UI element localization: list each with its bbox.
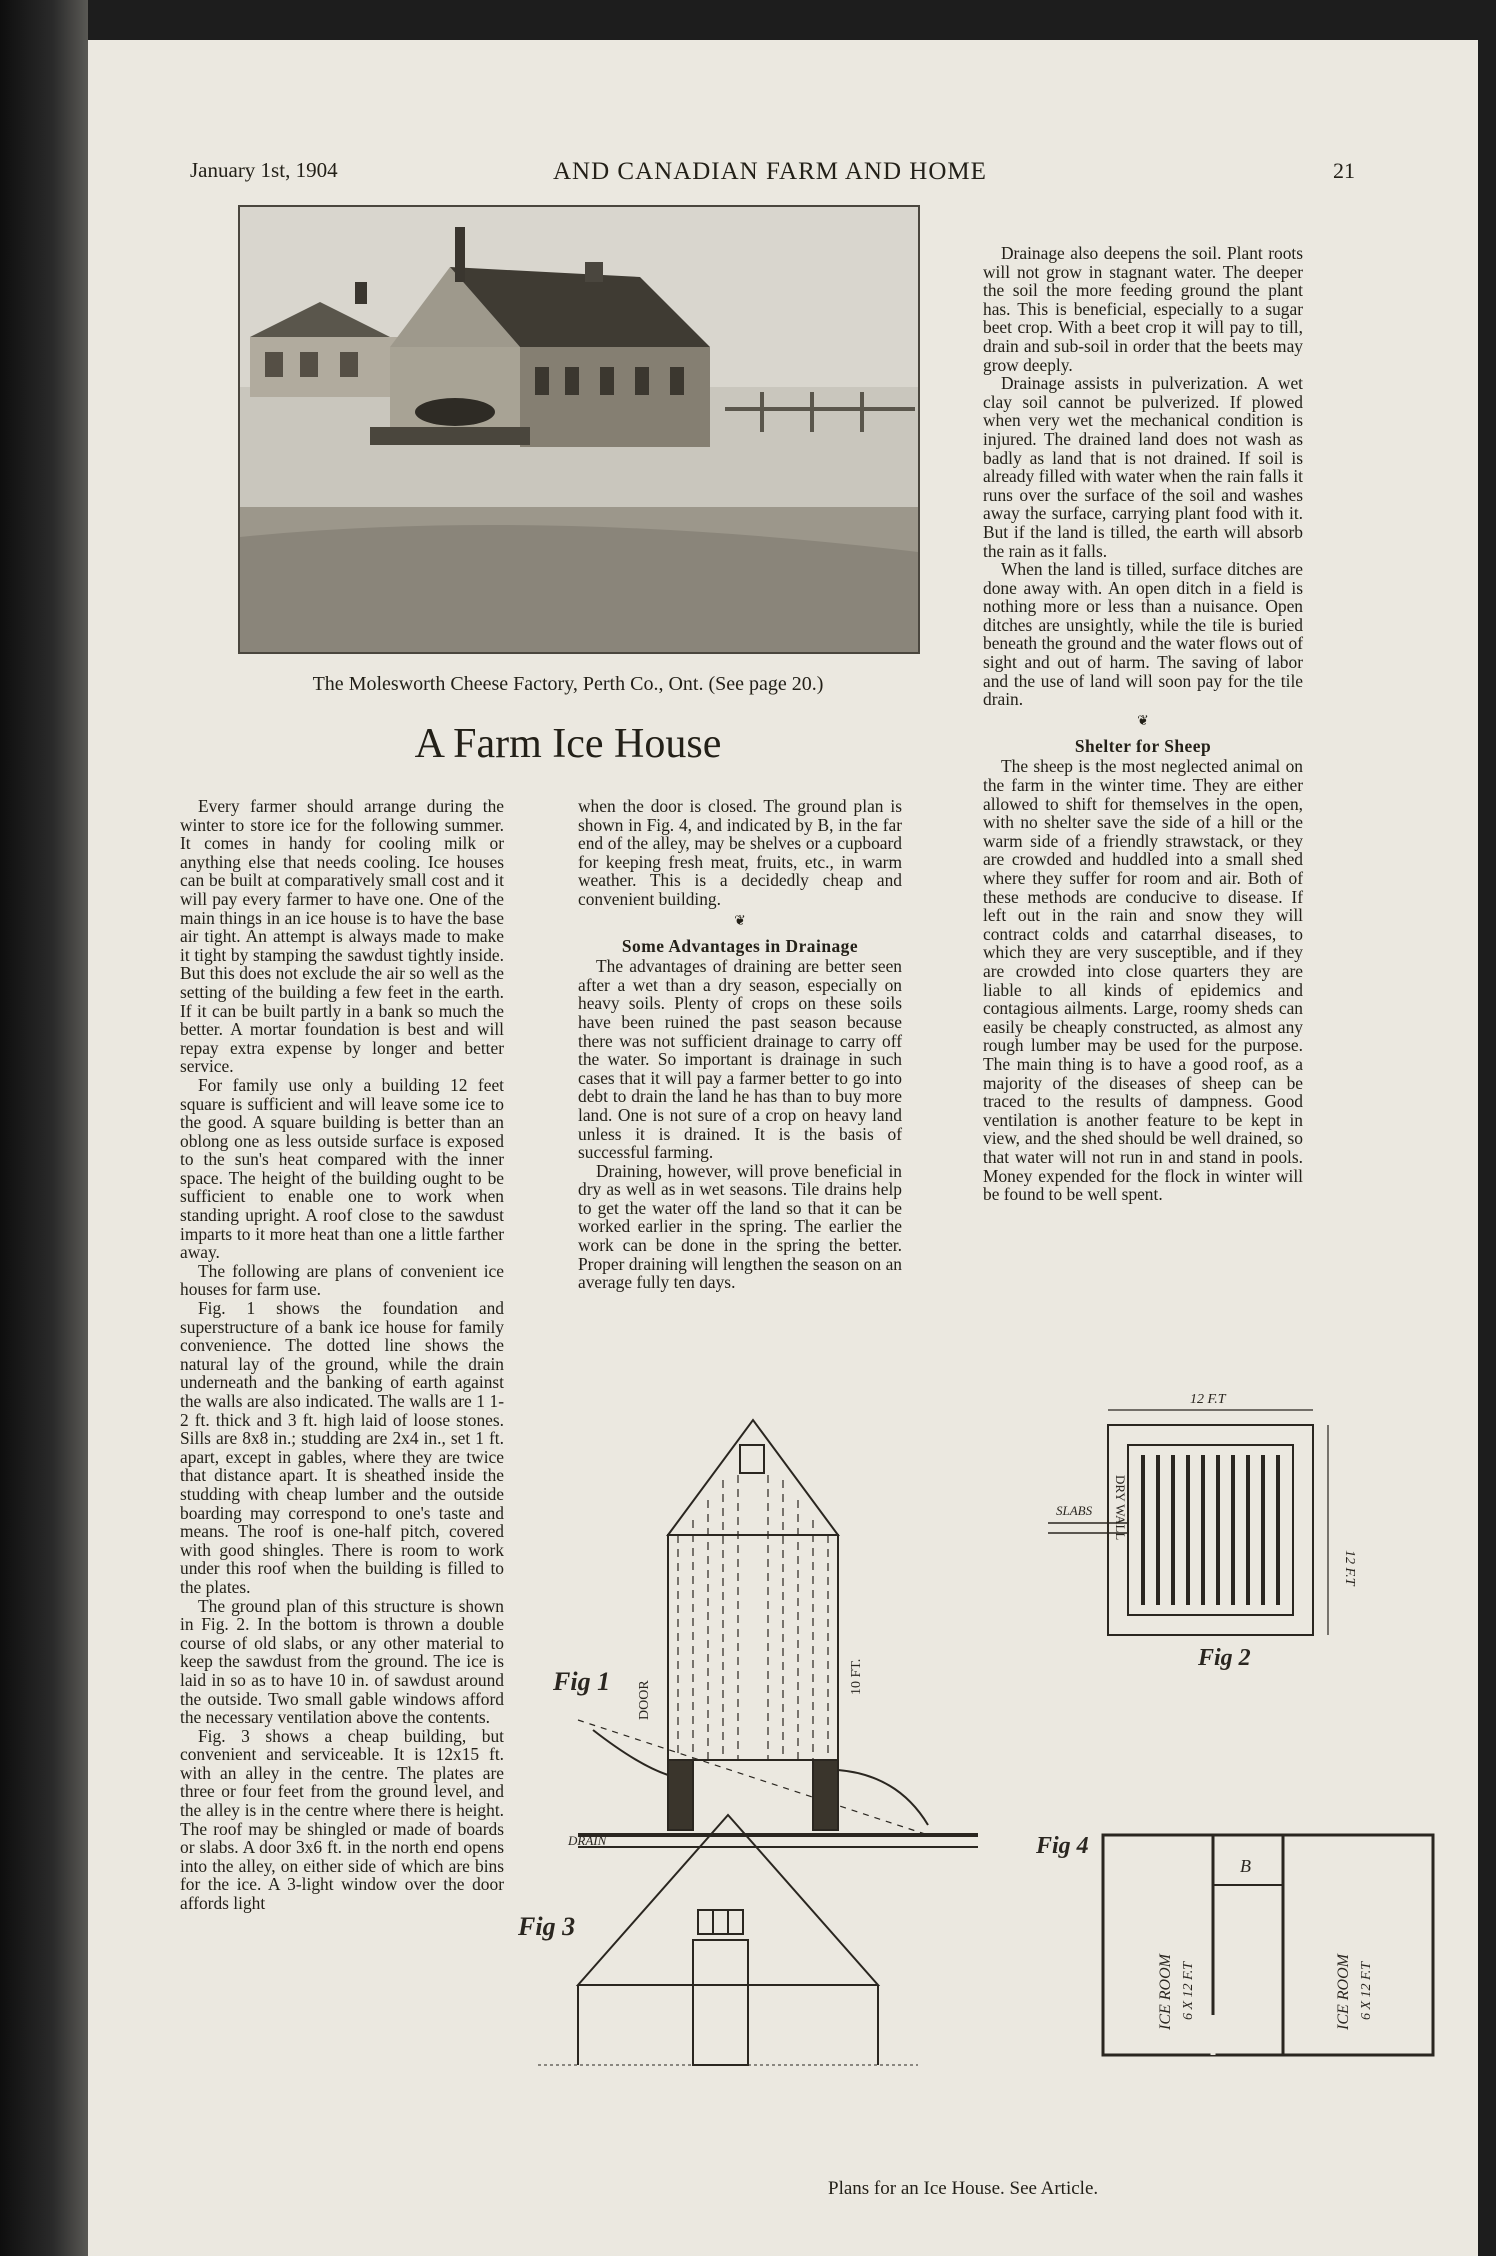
- book-binding-edge: [0, 0, 88, 2256]
- paragraph: For family use only a building 12 feet square is sufficient and will leave some ice to the good. A square building is better than an oblong one as less outside surface is exposed to the sun's heat compared with the inner space. The height of the building ought to be sufficient to enable one to work when standing upright. A roof close to the sawdust imparts to it more heat than one a little farther away.: [180, 1074, 504, 1263]
- paragraph: The sheep is the most neglected animal on the farm in the winter time. They are either allowed to shift for themselves in the open, with no shelter save the side of a hill or the warm side of a friendly strawstack, or they are crowded and huddled into a small shed where they suffer for room and air. Both of these methods are conducive to disease. If left out in the rain and snow they will contract colds and catarrhal diseases, to which they are very susceptible, and if they are crowded into close quarters they are liable to all kinds of epidemics and contagious ailments. Large, roomy sheds can easily be cheaply constructed, as almost any rough lumber may be used for the purpose. The main thing is to have a good roof, as a majority of the diseases of sheep can be traced to the results of dampness. Good ventilation is another feature to be kept in view, and the shed should be well drained, so that water will not run in and stand in pools. Money expended for the flock in winter will be found to be well spent.: [983, 756, 1303, 1205]
- column-1: [180, 797, 504, 1913]
- fig1-label: Fig 1: [553, 1667, 611, 1696]
- paragraph: When the land is tilled, surface ditches are done away with. An open ditch in a field is nothing more or less than a nuisance. Open ditches are unsightly, while the tile is buried beneath the ground and the water flows out of sight and out of harm. The saving of labor and the use of land will soon pay for the tile drain.: [983, 559, 1303, 710]
- paragraph: Fig. 3 shows a cheap building, but convenient and serviceable. It is 12x15 ft. with an alley in the centre. The plates are three or four feet from the ground level, and the alley is in the centre where there is height. The roof may be shingled or made of boards or slabs. A door 3x6 ft. in the north end opens into the alley, on either side of which are bins for the ice. A 3-light window over the door affords light: [180, 1725, 504, 1914]
- magazine-page: [88, 40, 1478, 2256]
- ice-house-plans-drawing: [518, 1375, 1438, 2065]
- fig4-room2-size: 6 X 12 F.T: [1359, 1961, 1374, 2020]
- header-date: January 1st, 1904: [190, 158, 338, 182]
- fig2-depth-label: 12 F.T: [1342, 1550, 1357, 1586]
- fig1-drain-label: DRAIN: [568, 1833, 607, 1848]
- paragraph: Draining, however, will prove beneficial in dry as well as in wet seasons. Tile drains help to get the water off the land so that it can be worked earlier in the spring. The earlier the work can be done in the spring the better. Proper draining will lengthen the season on an average fully ten days.: [578, 1160, 902, 1293]
- fig2-slabs-label: SLABS: [1056, 1503, 1093, 1518]
- paragraph: Drainage also deepens the soil. Plant roots will not grow in stagnant water. The deeper the soil the more feeding ground the plant has. This is beneficial, especially to a sugar beet crop. With a beet crop it will pay to till, drain and sub-soil in order that the beets may grow deeply.: [983, 243, 1303, 375]
- section-heading-sheep: Shelter for Sheep: [1074, 735, 1212, 756]
- header-publication: AND CANADIAN FARM AND HOME: [553, 158, 987, 185]
- fig1-door-label: DOOR: [637, 1680, 652, 1720]
- fig4-room2-label: ICE ROOM: [1335, 1954, 1352, 2030]
- fig4-room1-label: ICE ROOM: [1157, 1954, 1174, 2030]
- paragraph: The advantages of draining are better seen after a wet than a dry season, especially on heavy soils. Plenty of crops on these soils have been ruined the past season because there was not sufficient drainage to carry off the water. So important is drainage in such cases that it will pay a farmer better to go into debt to drain the land he has than to buy more land. One is not sure of a crop on heavy land unless it is drained. It is the basis of successful farming.: [578, 956, 902, 1163]
- fig2-label: Fig 2: [1198, 1645, 1251, 1671]
- paragraph: The ground plan of this structure is shown in Fig. 2. In the bottom is thrown a double course of old slabs, or any other material to keep the sawdust from the ground. The ice is laid in so as to have 10 in. of sawdust around the outside. Two small gable windows afford the necessary ventilation above the contents.: [180, 1595, 504, 1728]
- leaf-ornament-icon: ❦: [734, 913, 746, 929]
- column-2: [578, 797, 902, 1292]
- column-3: [983, 244, 1303, 1204]
- leaf-ornament-icon: ❦: [1137, 713, 1149, 729]
- header-page-number: 21: [1333, 158, 1355, 183]
- cheese-factory-photo: [238, 205, 920, 654]
- fig4-b-label: B: [1240, 1856, 1251, 1876]
- cheese-factory-photo-icon: [240, 207, 918, 652]
- article-title: A Farm Ice House: [414, 721, 722, 767]
- paragraph: Fig. 1 shows the foundation and superstructure of a bank ice house for family convenience. The dotted line shows the natural lay of the ground, while the drain underneath and the banking of earth against the walls are also indicated. The walls are 1 1-2 ft. thick and 3 ft. high laid of loose stones. Sills are 8x8 in.; studding are 2x4 in., set 1 ft. apart, except in gables, where they are twice that distance apart. It is sheathed inside the studding with cheap lumber and the outside boarding may correspond to one's taste and means. The roof is one-half pitch, covered with good shingles. There is room to work under this roof when the building is filled to the plates.: [180, 1298, 504, 1597]
- figures-caption: Plans for an Ice House. See Article.: [828, 2178, 1099, 2199]
- photo-caption: The Molesworth Cheese Factory, Perth Co., Ont. (See page 20.): [312, 673, 824, 695]
- fig4-room1-size: 6 X 12 F.T: [1181, 1961, 1196, 2020]
- ice-house-plans: [518, 1375, 1438, 2065]
- fig2-width-label: 12 F.T: [1190, 1392, 1226, 1407]
- fig2-wall-label: DRY WALL: [1113, 1475, 1128, 1541]
- fig3-label: Fig 3: [518, 1912, 576, 1941]
- paragraph: The following are plans of convenient ice houses for farm use.: [180, 1260, 504, 1300]
- paragraph: when the door is closed. The ground plan is shown in Fig. 4, and indicated by B, in the far end of the alley, may be shelves or a cupboard for keeping fresh meat, fruits, etc., in warm weather. This is a decidedly cheap and convenient building.: [578, 796, 902, 909]
- paragraph: Every farmer should arrange during the winter to store ice for the following summer. It comes in handy for cooling milk or anything else that needs cooling. Ice houses can be built at comparatively small cost and it will pay every farmer to have one. One of the main things in an ice house is to have the base air tight. An attempt is always made to make it tight by stamping the sawdust tightly inside. But this does not exclude the air so well as the setting of the building a few feet in the earth. If it can be built partly in a bank so much the better. A mortar foundation is best and will repay extra expense by longer and better service.: [180, 796, 504, 1077]
- fig1-height-label: 10 FT.: [849, 1658, 864, 1695]
- paragraph: Drainage assists in pulverization. A wet clay soil cannot be pulverized. If plowed when very wet the mechanical condition is injured. The drained land does not wash as badly as land that is not drained. If soil is already filled with water when the rain falls it runs over the surface of the soil and washes away the surface, carrying plant food with it. But if the land is tilled, the earth will absorb the rain as it falls.: [983, 373, 1303, 561]
- section-heading-drainage: Some Advantages in Drainage: [621, 935, 859, 956]
- fig4-label: Fig 4: [1036, 1833, 1089, 1859]
